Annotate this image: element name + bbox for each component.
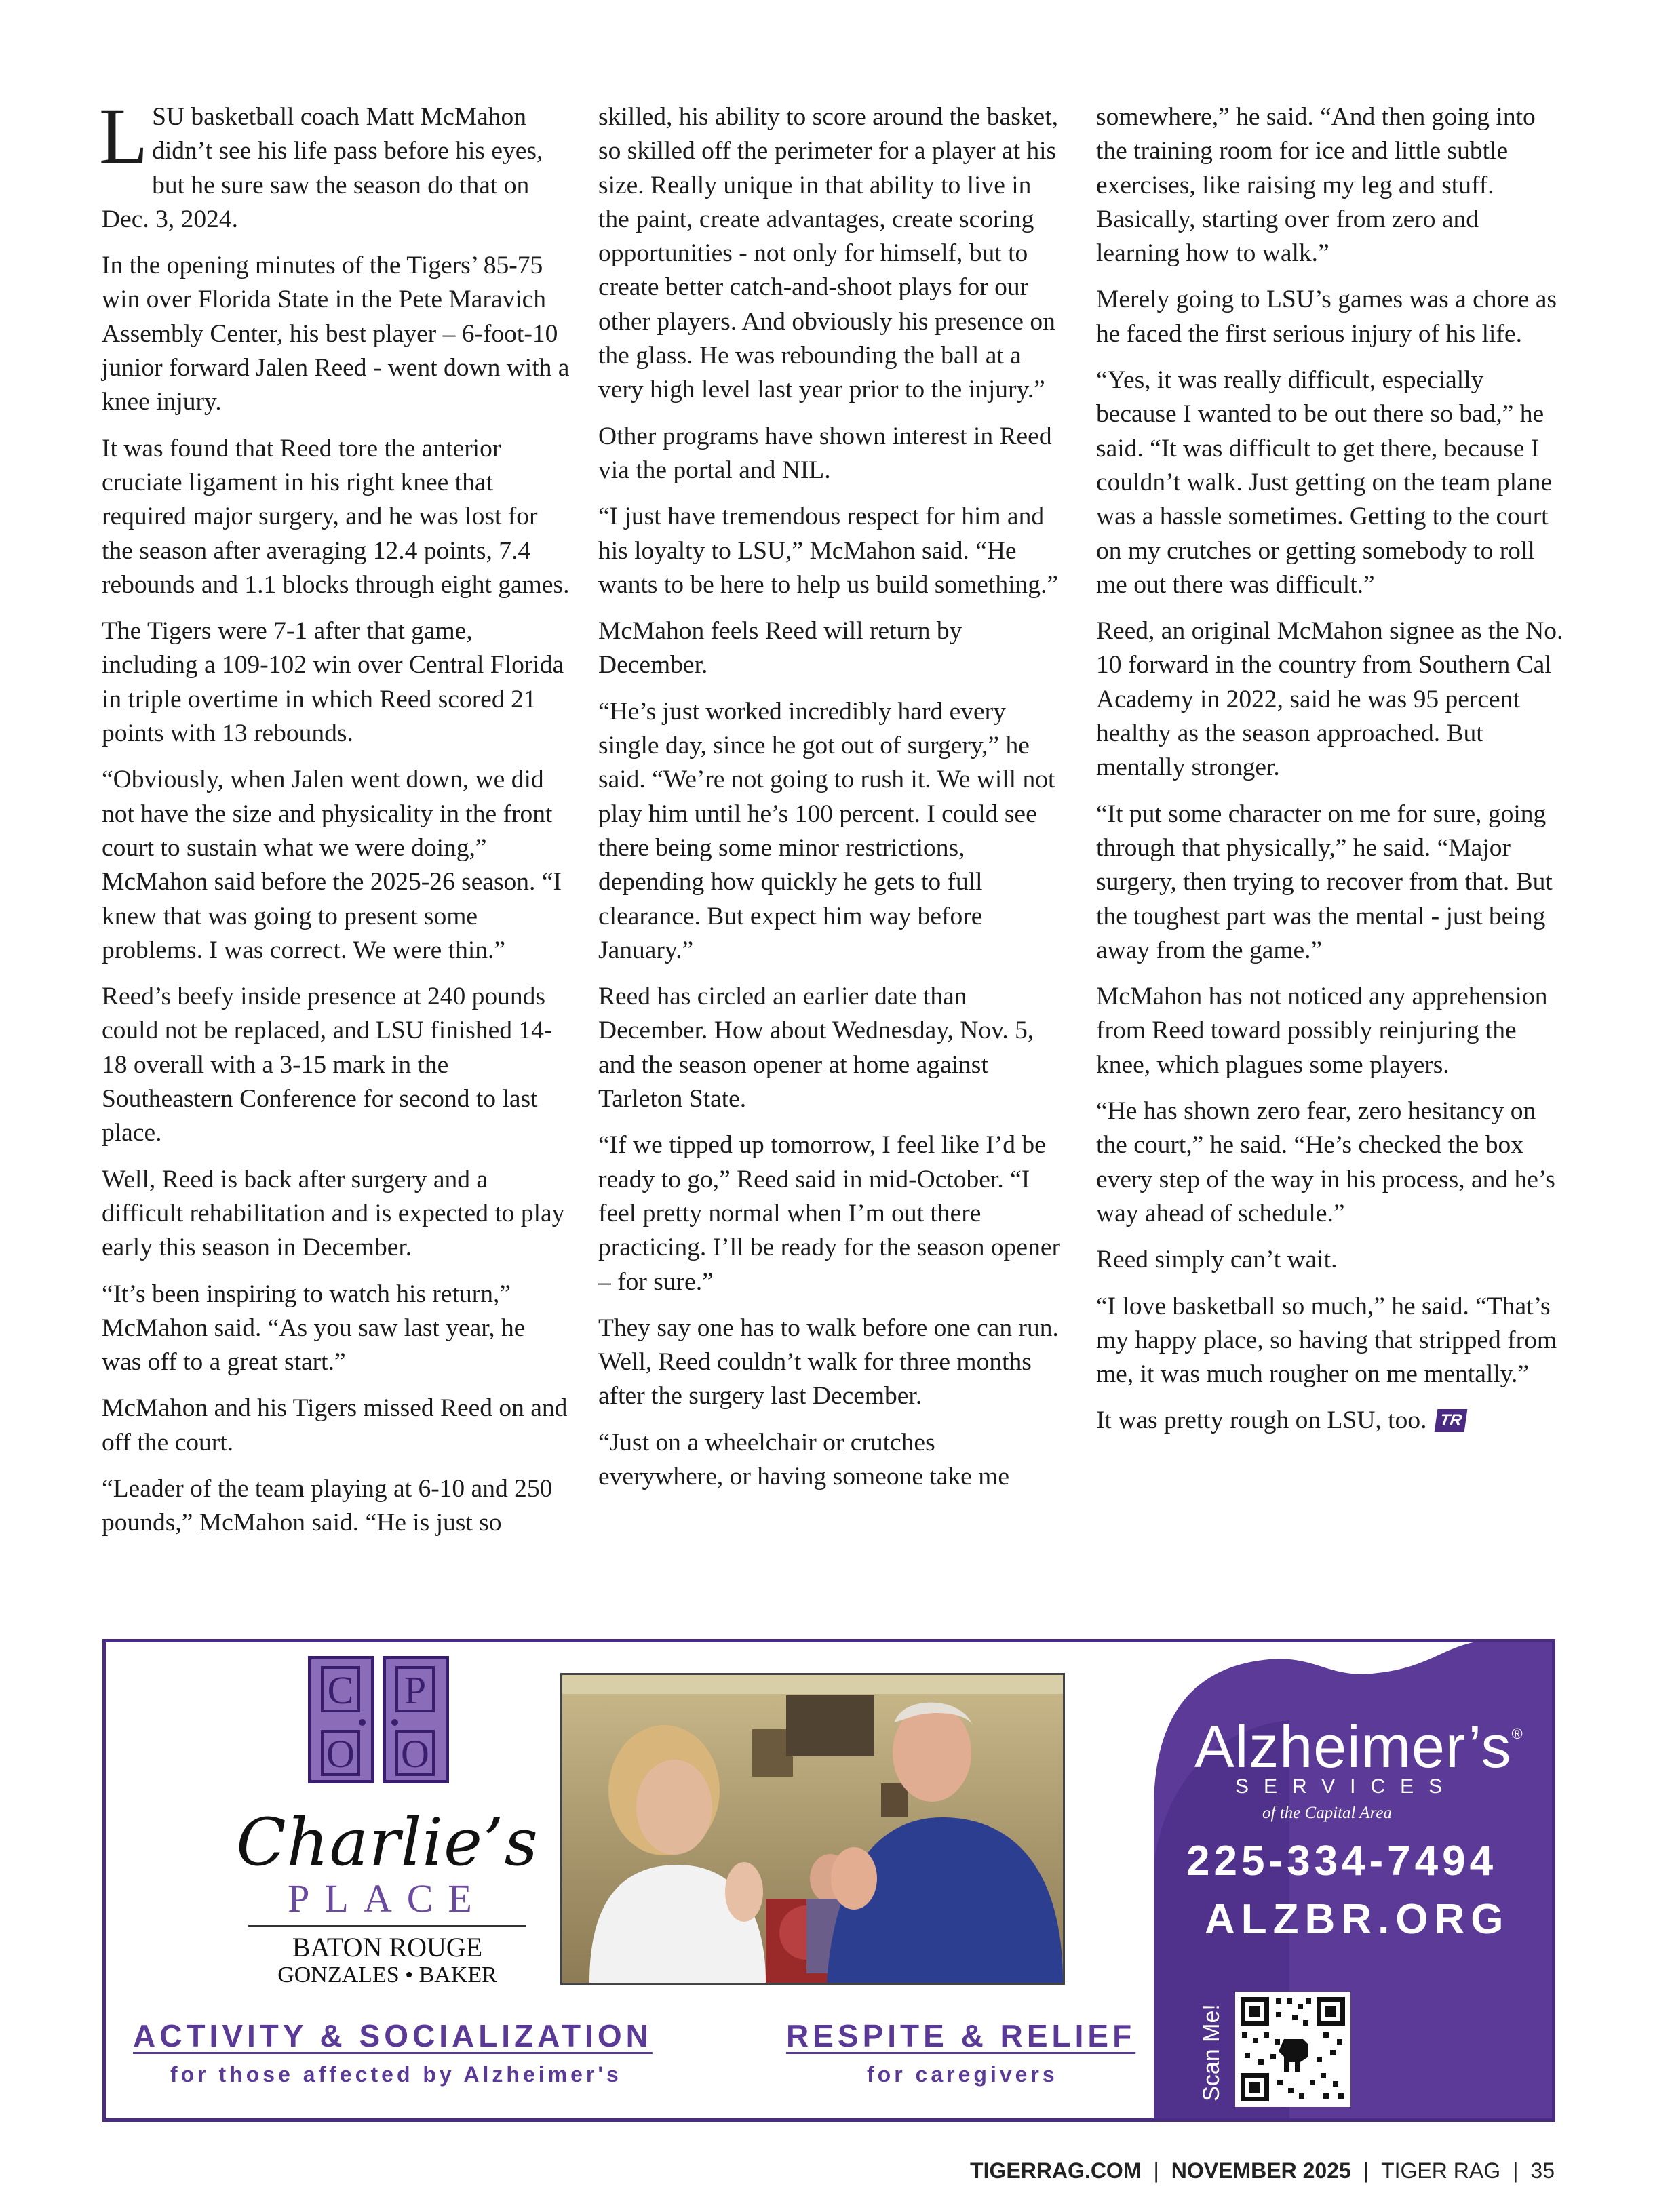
tagline-respite-heading: RESPITE & RELIEF xyxy=(786,2018,1136,2053)
capital-area-label: of the Capital Area xyxy=(1262,1804,1392,1822)
logo-divider xyxy=(248,1925,526,1927)
footer-separator: | xyxy=(1153,2158,1159,2183)
photo-illustration xyxy=(562,1675,1063,1983)
drop-cap: L xyxy=(99,92,149,180)
services-label: SERVICES xyxy=(1235,1775,1458,1798)
brand-name-place: PLACE xyxy=(288,1876,487,1920)
article-paragraph: “I just have tremendous respect for him and his loyalty to LSU,” McMahon said. “He wants to be here to help us build something.” xyxy=(598,502,1059,599)
article-paragraph: Reed has circled an earlier date than December. How about Wednesday, Nov. 5, and the season opener at home against Tarleton State. xyxy=(598,983,1034,1113)
article-paragraph: They say one has to walk before one can run. Well, Reed couldn’t walk for three months after the surgery last December. xyxy=(598,1314,1059,1410)
article-paragraph: The Tigers were 7-1 after that game, including a 109-102 win over Central Florida in triple overtime in which Reed scored 21 points with 13 rebounds. xyxy=(102,617,564,748)
article-paragraph: “Leader of the team playing at 6-10 and 250 pounds,” McMahon said. “He is just so xyxy=(102,1474,553,1537)
article-paragraph: “Obviously, when Jalen went down, we did not have the size and physicality in the front court to sustain what we were doing,” McMahon said before the 2025-26 season. “I knew that was going to present some problems. I was correct. We were thin.” xyxy=(102,766,562,964)
tagline-activity-heading: ACTIVITY & SOCIALIZATION xyxy=(133,2018,653,2053)
article-paragraph: “He’s just worked incredibly hard every single day, since he got out of surgery,” he said. “We’re not going to rush it. We will not play him until he’s 100 percent. I could see there being some minor restrictions, depending how quickly he gets to full clearance. But expect him way before January.” xyxy=(598,697,1055,964)
brand-name-script: Charlie’s xyxy=(236,1804,539,1880)
article-paragraph: “He has shown zero fear, zero hesitancy on the court,” he said. “He’s checked the box every step of the way in his process, and he’s way ahead of schedule.” xyxy=(1096,1097,1555,1227)
door-left-icon: C O xyxy=(308,1656,374,1783)
article-closing: It was pretty rough on LSU, too. TR xyxy=(1096,1404,1564,1438)
article-paragraph: “If we tipped up tomorrow, I feel like I’d be ready to go,” Reed said in mid-October. “I feel pretty normal when I’m out there practicing. I’ll be ready for the season opener – for sure.” xyxy=(598,1131,1060,1296)
article-paragraph: LSU basketball coach Matt McMahon didn’t see his life pass before his eyes, but he sure saw the season do that on Dec. 3, 2024. xyxy=(99,92,543,233)
article-paragraph: McMahon and his Tigers missed Reed on and off the court. xyxy=(102,1394,568,1457)
article-column-2 xyxy=(598,100,1066,1506)
article-paragraph: “Just on a wheelchair or crutches everywhere, or having someone take me xyxy=(598,1428,1010,1490)
article-paragraph: McMahon feels Reed will return by December. xyxy=(598,617,962,679)
article-paragraph: It was found that Reed tore the anterior cruciate ligament in his right knee that required major surgery, and he was lost for the season after averaging 12.4 points, 7.4 rebounds and 1.1 blocks through eight games. xyxy=(102,434,570,599)
article-paragraph: Reed’s beefy inside presence at 240 pounds could not be replaced, and LSU finished 14-18 overall with a 3-15 mark in the Southeastern Conference for second to last place. xyxy=(102,983,553,1147)
article-paragraph: McMahon has not noticed any apprehension from Reed toward possibly reinjuring the knee, which plagues some players. xyxy=(1096,983,1548,1079)
page-number: 35 xyxy=(1530,2158,1555,2183)
article-paragraph: Reed, an original McMahon signee as the No. 10 forward in the country from Southern Cal Academy in 2022, said he was 95 percent healthy as the season approached. But mentally stronger. xyxy=(1096,617,1563,782)
article-paragraph: In the opening minutes of the Tigers’ 85-75 win over Florida State in the Pete Maravich Assembly Center, his best player – 6-foot-10 junior forward Jalen Reed - went down with a knee injury. xyxy=(102,252,570,416)
article-paragraph: “Yes, it was really difficult, especially because I wanted to be out there so bad,” he said. “It was difficult to get there, because I couldn’t walk. Just getting on the team plane was a hassle sometimes. Getting to the court on my crutches or getting somebody to roll me out there was difficult.” xyxy=(1096,366,1553,599)
article-paragraph: Reed simply can’t wait. xyxy=(1096,1246,1338,1274)
tagline-respite-sub: for caregivers xyxy=(867,2062,1058,2087)
article-paragraph: “It’s been inspiring to watch his return,” McMahon said. “As you saw last year, he was off to a great start.” xyxy=(102,1280,526,1377)
footer-separator: | xyxy=(1513,2158,1519,2183)
alzheimers-wordmark: Alzheimer’s® xyxy=(1194,1713,1523,1780)
scan-me-label: Scan Me! xyxy=(1199,2004,1224,2101)
page-footer xyxy=(970,2157,1555,2184)
footer-site[interactable]: TIGERRAG.COM xyxy=(970,2158,1142,2183)
tiger-rag-end-badge: TR xyxy=(1435,1409,1468,1432)
article-paragraph: skilled, his ability to score around the basket, so skilled off the perimeter for a player at his size. Really unique in that ability to live in the paint, create advantages, create scoring opportunities - not only for himself, but to create better catch-and-shoot plays for our other players. And obviously his presence on the glass. He was rebounding the ball at a very high level last year prior to the injury.” xyxy=(598,103,1058,404)
article-paragraph: “I love basketball so much,” he said. “That’s my happy place, so having that stripped from me, it was much rougher on me mentally.” xyxy=(1096,1292,1557,1389)
article-paragraph: Well, Reed is back after surgery and a difficult rehabilitation and is expected to play early this season in December. xyxy=(102,1165,565,1262)
article-paragraph: Other programs have shown interest in Reed via the portal and NIL. xyxy=(598,422,1052,484)
phone-number[interactable]: 225-334-7494 xyxy=(1186,1838,1498,1884)
locations-line-2: GONZALES • BAKER xyxy=(277,1962,497,1988)
charlies-place-advertisement[interactable] xyxy=(102,1639,1555,2122)
article-paragraph: “It put some character on me for sure, going through that physically,” he said. “Major surgery, then trying to recover from that. But the toughest part was the mental - just being away from the game.” xyxy=(1096,799,1553,964)
qr-code-icon[interactable] xyxy=(1235,1992,1350,2107)
caregivers-photo xyxy=(560,1673,1065,1985)
door-right-icon: P O xyxy=(383,1656,449,1783)
tagline-activity-sub: for those affected by Alzheimer's xyxy=(170,2062,622,2087)
article-paragraph: Merely going to LSU’s games was a chore as he faced the first serious injury of his life. xyxy=(1096,285,1557,348)
website-url[interactable]: ALZBR.ORG xyxy=(1205,1896,1510,1943)
article-column-3 xyxy=(1096,100,1564,1450)
footer-separator: | xyxy=(1363,2158,1369,2183)
article-column-1 xyxy=(99,92,570,1553)
article-paragraph: somewhere,” he said. “And then going into the training room for ice and little subtle exercises, like raising my leg and stuff. Basically, starting over from zero and learning how to walk.” xyxy=(1096,103,1536,268)
charlies-place-logo xyxy=(228,1656,547,1988)
locations-line-1: BATON ROUGE xyxy=(292,1932,483,1962)
footer-publication: TIGER RAG xyxy=(1381,2158,1501,2183)
alzheimers-services-panel xyxy=(1154,1639,1555,2122)
footer-issue: NOVEMBER 2025 xyxy=(1171,2158,1351,2183)
